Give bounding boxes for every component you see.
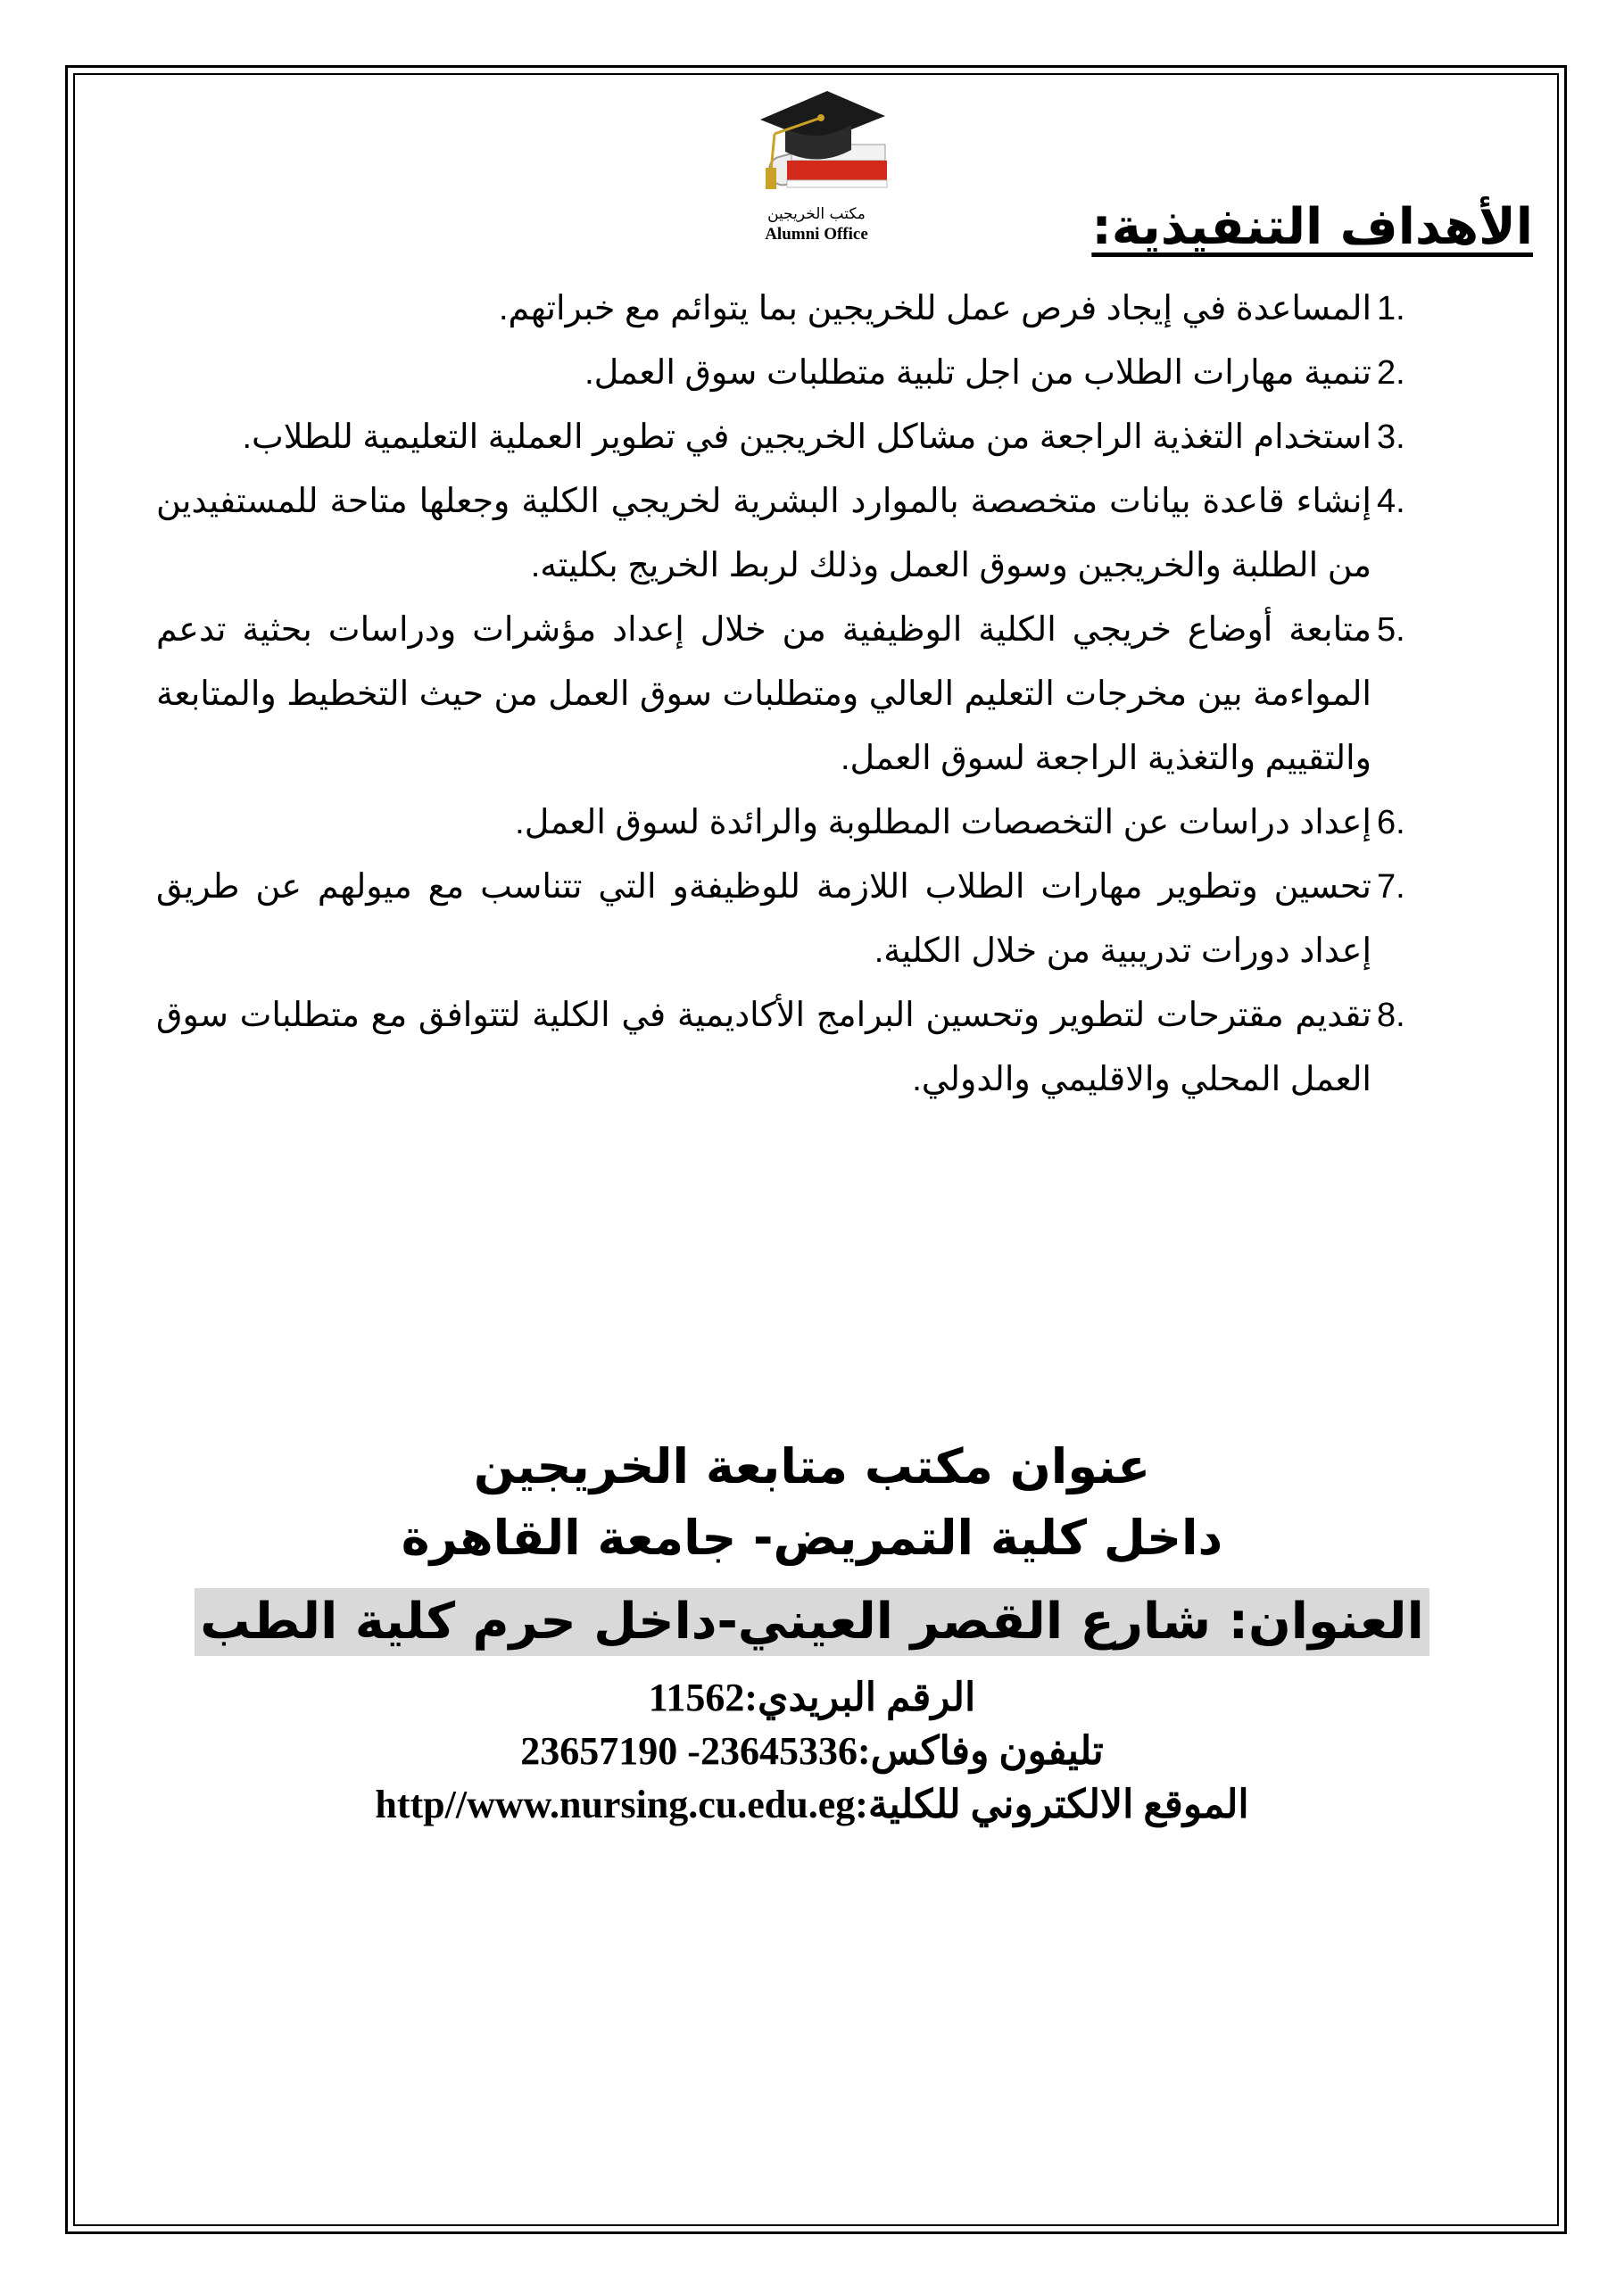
page-heading: الأهداف التنفيذية: (1091, 198, 1533, 256)
list-item (156, 855, 1405, 983)
list-item (156, 277, 1405, 341)
list-item-text: تقديم مقترحات لتطوير وتحسين البرامج الأكاديمية في الكلية لتتوافق مع متطلبات سوق العمل المحلي والاقليمي والدولي. (156, 997, 1371, 1098)
objectives-list (156, 277, 1405, 1112)
list-item-text: متابعة أوضاع خريجي الكلية الوظيفية من خلال إعداد مؤشرات ودراسات بحثية تدعم المواءمة بين مخرجات التعليم العالي ومتطلبات سوق العمل من حيث التخطيط والمتابعة والتقييم والتغذية الراجعة لسوق العمل. (156, 611, 1371, 777)
list-item-text: استخدام التغذية الراجعة من مشاكل الخريجين في تطوير العملية التعليمية للطلاب. (242, 418, 1371, 456)
list-item (156, 341, 1405, 405)
list-item-text: تحسين وتطوير مهارات الطلاب اللازمة للوظيفةو التي تتناسب مع ميولهم عن طريق إعداد دورات تدريبية من خلال الكلية. (156, 868, 1371, 970)
address-street: العنوان: شارع القصر العيني-داخل حرم كلية الطب (195, 1588, 1429, 1656)
list-item (156, 405, 1405, 469)
list-item-text: المساعدة في إيجاد فرص عمل للخريجين بما يتوائم مع خبراتهم. (499, 290, 1371, 327)
website-link[interactable]: الموقع الالكتروني للكلية:http//www.nursing.cu.edu.eg (375, 1783, 1249, 1826)
postal-code: الرقم البريدي:11562 (648, 1676, 976, 1719)
list-item-number: 1. (1377, 290, 1405, 327)
address-title: عنوان مكتب متابعة الخريجين (473, 1438, 1151, 1494)
list-item-number: 5. (1377, 611, 1405, 649)
list-item-text: تنمية مهارات الطلاب من اجل تلبية متطلبات سوق العمل. (584, 354, 1371, 392)
address-subtitle: داخل كلية التمريض- جامعة القاهرة (401, 1510, 1223, 1566)
list-item-text: إنشاء قاعدة بيانات متخصصة بالموارد البشرية لخريجي الكلية وجعلها متاحة للمستفيدين من الطلبة والخريجين وسوق العمل وذلك لربط الخريج بكليته. (156, 483, 1371, 584)
address-street-row (0, 1588, 1624, 1656)
logo-arabic-text: مكتب الخريجين (767, 205, 866, 223)
graduation-cap-icon (742, 82, 894, 207)
list-item-number: 3. (1377, 418, 1405, 456)
list-item-number: 8. (1377, 997, 1405, 1034)
list-item (156, 791, 1405, 855)
list-item-number: 2. (1377, 354, 1405, 392)
list-item-number: 6. (1377, 804, 1405, 841)
list-item-number: 7. (1377, 868, 1405, 906)
logo-english-text: Alumni Office (765, 225, 868, 244)
list-item-number: 4. (1377, 483, 1405, 520)
alumni-office-logo (732, 82, 910, 252)
list-item (156, 983, 1405, 1112)
list-item-text: إعداد دراسات عن التخصصات المطلوبة والرائدة لسوق العمل. (515, 804, 1371, 841)
phone-fax: تليفون وفاكس:23645336- 23657190 (520, 1729, 1104, 1773)
list-item (156, 598, 1405, 791)
list-item (156, 469, 1405, 598)
